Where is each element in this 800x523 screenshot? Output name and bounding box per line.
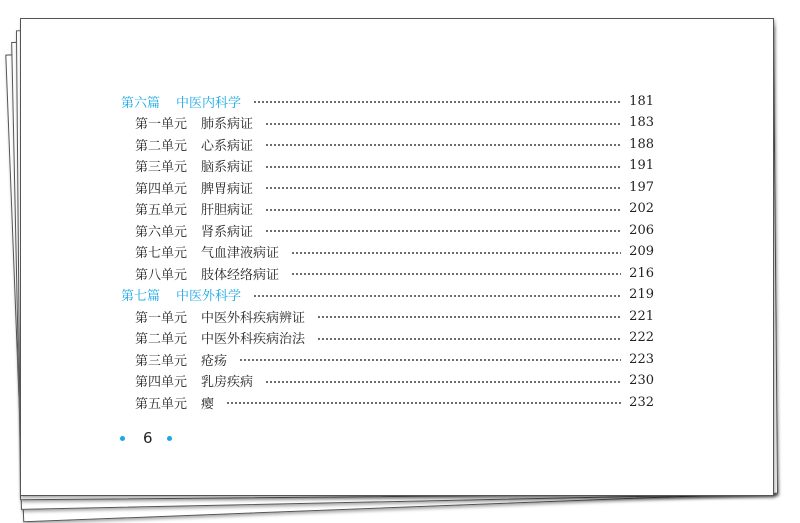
toc-entry-page: 183: [629, 115, 654, 130]
toc-entry-title: 心系病证: [201, 138, 254, 154]
toc-entry-page: 181: [629, 93, 654, 109]
toc-dot-leader: [317, 316, 621, 318]
toc-unit-row[interactable]: [135, 242, 654, 262]
toc-entry-label: 第五单元: [135, 203, 188, 218]
toc-entry-page: 223: [629, 351, 654, 367]
toc-entry-label: 第七单元: [135, 246, 188, 261]
toc-entry-title: 肢体经络病证: [201, 267, 280, 283]
toc-unit-row[interactable]: [135, 306, 654, 326]
toc-unit-row[interactable]: [135, 371, 654, 391]
toc-entry-title: 中医外科学: [176, 289, 242, 304]
toc-entry-title: 中医外科疾病辨证: [201, 310, 306, 326]
toc-entry-label: 第七篇: [121, 289, 161, 304]
toc-dot-leader: [239, 359, 621, 361]
page-footer: [120, 428, 172, 448]
toc-entry-label: 第三单元: [135, 160, 188, 175]
toc-entry-page: 191: [629, 158, 654, 173]
toc-entry-page: 221: [629, 308, 654, 324]
toc-entry-label: 第一单元: [135, 310, 188, 326]
toc-unit-row[interactable]: [135, 220, 654, 240]
page-number: 6: [143, 429, 153, 447]
toc-entry-label: 第六篇: [121, 95, 161, 111]
toc-part-row[interactable]: [121, 91, 654, 111]
toc-entry-page: 222: [629, 330, 654, 345]
toc-entry-label: 第四单元: [135, 181, 188, 197]
toc-entry-label: 第八单元: [135, 267, 188, 283]
toc-dot-leader: [265, 209, 621, 211]
footer-dot-right-icon: [167, 436, 172, 441]
toc-entry-title: 肝胆病证: [201, 203, 254, 218]
toc-unit-row[interactable]: [135, 328, 654, 348]
toc-entry-label: 第六单元: [135, 224, 188, 240]
toc-entry-title: 疮疡: [201, 353, 228, 369]
toc-entry-page: 197: [629, 179, 654, 195]
toc-unit-row[interactable]: [135, 134, 654, 154]
toc-entry-title: 中医内科学: [176, 95, 242, 111]
toc-entry-label: 第五单元: [135, 396, 188, 412]
toc-dot-leader: [253, 101, 621, 103]
toc-dot-leader: [291, 273, 621, 275]
toc-dot-leader: [291, 252, 621, 254]
toc-entry-page: 209: [629, 244, 654, 259]
toc-entry-title: 脾胃病证: [201, 181, 254, 197]
toc-entry-title: 脑系病证: [201, 160, 254, 175]
toc-entry-title: 肺系病证: [201, 117, 254, 132]
toc-dot-leader: [265, 230, 621, 232]
toc-dot-leader: [253, 295, 621, 297]
toc-dot-leader: [265, 144, 621, 146]
toc-entry-page: 219: [629, 287, 654, 302]
toc-dot-leader: [265, 187, 621, 189]
toc-dot-leader: [265, 381, 621, 383]
toc-entry-page: 216: [629, 265, 654, 281]
toc-entry-label: 第三单元: [135, 353, 188, 369]
toc-unit-row[interactable]: [135, 263, 654, 283]
toc-entry-title: 瘿: [201, 396, 215, 412]
toc-unit-row[interactable]: [135, 113, 654, 133]
toc-unit-row[interactable]: [135, 349, 654, 369]
toc-entry-page: 230: [629, 373, 654, 388]
toc-unit-row[interactable]: [135, 392, 654, 412]
toc-entry-page: 188: [629, 136, 654, 152]
toc-unit-row[interactable]: [135, 199, 654, 219]
toc-dot-leader: [265, 123, 621, 125]
toc-entry-title: 乳房疾病: [201, 375, 254, 390]
toc-entry-label: 第一单元: [135, 117, 188, 132]
toc-entry-page: 206: [629, 222, 654, 238]
toc-entry-page: 232: [629, 394, 654, 410]
toc-unit-row[interactable]: [135, 156, 654, 176]
toc-dot-leader: [265, 166, 621, 168]
toc-entry-page: 202: [629, 201, 654, 216]
toc-entry-title: 气血津液病证: [201, 246, 280, 261]
toc-dot-leader: [226, 402, 621, 404]
toc-entry-label: 第二单元: [135, 138, 188, 154]
footer-dot-left-icon: [120, 436, 125, 441]
toc-dot-leader: [317, 338, 621, 340]
toc-entry-title: 肾系病证: [201, 224, 254, 240]
toc-entry-label: 第二单元: [135, 332, 188, 347]
toc-unit-row[interactable]: [135, 177, 654, 197]
toc-entry-title: 中医外科疾病治法: [201, 332, 306, 347]
toc-entry-label: 第四单元: [135, 375, 188, 390]
toc-part-row[interactable]: [121, 285, 654, 305]
